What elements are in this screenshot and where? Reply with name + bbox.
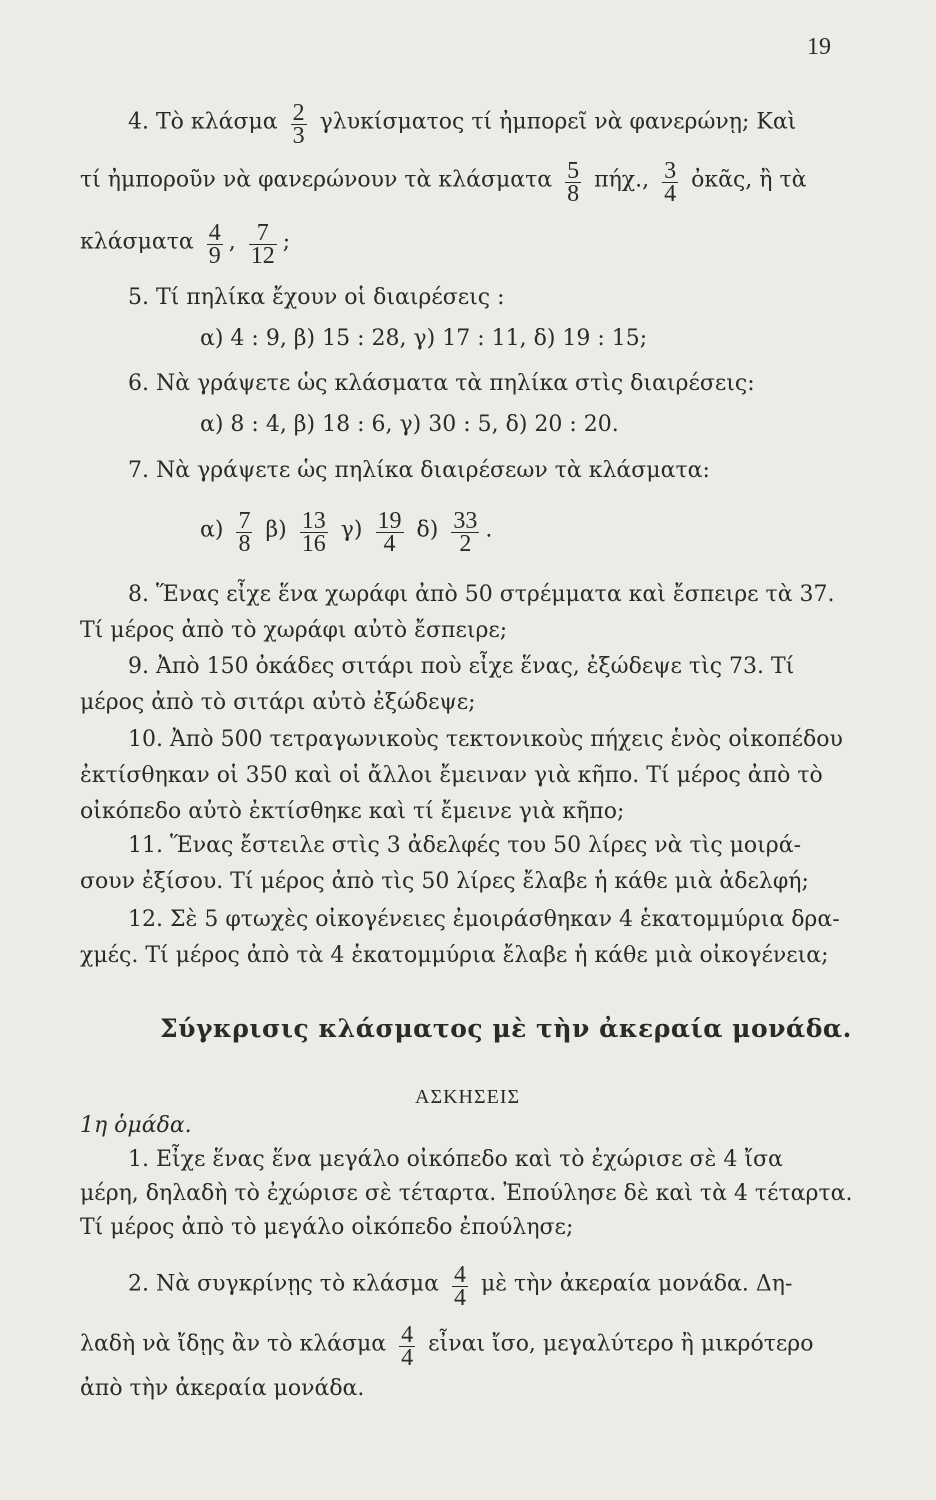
denominator: 4	[401, 1345, 414, 1371]
denominator: 8	[567, 181, 580, 207]
section-exercise-2-line-3: ἀπὸ τὴν ἀκεραία μονάδα.	[80, 1376, 365, 1401]
text: κλάσματα	[80, 229, 194, 255]
exercise-11-line-1: 11. Ἕνας ἔστειλε στὶς 3 ἀδελφές του 50 λίρες νὰ τὶς μοιρά-	[128, 833, 802, 858]
page-number: 19	[807, 34, 831, 60]
exercise-10-line-1: 10. Ἀπὸ 500 τετραγωνικοὺς τεκτονικοὺς πήχεις ἑνὸς οἰκοπέδου	[128, 727, 843, 752]
text: 4. Τὸ κλάσμα	[128, 109, 278, 135]
text: μὲ τὴν ἀκεραία μονάδα. Δη-	[480, 1271, 793, 1297]
section-exercise-2-line-1	[128, 1262, 793, 1311]
denominator: 4	[664, 181, 677, 207]
numerator: 4	[401, 1322, 414, 1348]
section-exercise-1-line-1: 1. Εἶχε ἕνας ἕνα μεγάλο οἰκόπεδο καὶ τὸ ἐχώρισε σὲ 4 ἴσα	[128, 1147, 783, 1172]
exercise-10-line-2: ἐκτίσθηκαν οἱ 350 καὶ οἱ ἄλλοι ἔμειναν γιὰ κῆπο. Τί μέρος ἀπὸ τὸ	[80, 763, 823, 788]
exercise-7-fractions: α) $\frac{7}{8}$ β) $\frac{13}{16}$ γ) $\frac{19}{4}$ δ) $\frac{33}{2}$ .	[200, 508, 493, 557]
numerator: 7	[249, 222, 277, 245]
denominator: 16	[301, 531, 326, 557]
text: πήχ.,	[594, 167, 650, 193]
fraction	[249, 222, 277, 267]
denominator: 8	[238, 531, 251, 557]
exercise-6-line-2: α) 8 : 4, β) 18 : 6, γ) 30 : 5, δ) 20 : 20.	[200, 412, 619, 437]
section-exercise-1-line-2: μέρη, δηλαδὴ τὸ ἐχώρισε σὲ τέταρτα. Ἐπούλησε δὲ καὶ τὰ 4 τέταρτα.	[80, 1181, 853, 1206]
exercise-11-line-2: σουν ἐξίσου. Τί μέρος ἀπὸ τὶς 50 λίρες ἔλαβε ἡ κάθε μιὰ ἀδελφή;	[80, 869, 809, 894]
label: γ)	[340, 517, 363, 543]
fraction	[565, 160, 581, 205]
exercise-10-line-3: οἰκόπεδο αὐτὸ ἐκτίσθηκε καὶ τί ἔμεινε γιὰ κῆπο;	[80, 799, 625, 824]
denominator: 9	[208, 243, 221, 269]
label: β)	[265, 517, 287, 543]
numerator: 7	[238, 508, 251, 534]
fraction	[300, 510, 328, 555]
exercise-5-line-1: 5. Τί πηλίκα ἔχουν οἱ διαιρέσεις :	[128, 285, 505, 310]
exercise-7-line-1: 7. Νὰ γράψετε ὡς πηλίκα διαιρέσεων τὰ κλάσματα:	[128, 458, 710, 483]
fraction	[451, 510, 479, 555]
numerator: 2	[292, 100, 305, 126]
text: ὀκᾶς, ἢ τὰ	[691, 167, 807, 193]
numerator: 33	[453, 508, 478, 534]
denominator: 3	[292, 123, 305, 149]
fraction	[662, 160, 678, 205]
fraction	[236, 510, 252, 555]
numerator: 4	[208, 220, 221, 246]
denominator: 4	[383, 531, 396, 557]
exercise-8-line-1: 8. Ἕνας εἶχε ἕνα χωράφι ἀπὸ 50 στρέμματα καὶ ἔσπειρε τὰ 37.	[128, 582, 835, 607]
text: 2. Νὰ συγκρίνῃς τὸ κλάσμα	[128, 1271, 439, 1297]
fraction	[291, 102, 307, 147]
exercise-12-line-2: χμές. Τί μέρος ἀπὸ τὰ 4 ἑκατομμύρια ἔλαβε ἡ κάθε μιὰ οἰκογένεια;	[80, 943, 829, 968]
section-exercise-1-line-3: Τί μέρος ἀπὸ τὸ μεγάλο οἰκόπεδο ἐπούλησε;	[80, 1215, 574, 1240]
label: δ)	[416, 517, 439, 543]
section-exercise-2-line-2	[80, 1322, 814, 1371]
numerator: 5	[567, 158, 580, 184]
numerator: 13	[301, 508, 326, 534]
section-heading: Σύγκρισις κλάσματος μὲ τὴν ἀκεραία μονάδα.	[160, 1014, 852, 1043]
text: εἶναι ἴσο, μεγαλύτερο ἢ μικρότερο	[428, 1331, 814, 1357]
numerator: 19	[377, 508, 402, 534]
exercise-4-line-1	[128, 100, 797, 149]
exercise-12-line-1: 12. Σὲ 5 φτωχὲς οἰκογένειες ἐμοιράσθηκαν 4 ἑκατομμύρια δρα-	[128, 907, 840, 932]
group-label: 1η ὁμάδα.	[80, 1113, 192, 1138]
text: τί ἠμποροῦν νὰ φανερώνουν τὰ κλάσματα	[80, 167, 553, 193]
exercise-4-line-3: κλάσματα $\frac{4}{9}$ , $\frac{7}{12}$ ;	[80, 220, 291, 269]
denominator: 2	[459, 531, 472, 557]
fraction	[376, 510, 404, 555]
label: α)	[200, 517, 224, 543]
denominator: 4	[453, 1285, 466, 1311]
text: λαδὴ νὰ ἴδῃς ἂν τὸ κλάσμα	[80, 1331, 387, 1357]
fraction	[452, 1264, 468, 1309]
text: γλυκίσματος τί ἠμπορεῖ νὰ φανερώνῃ; Καὶ	[319, 109, 797, 135]
exercise-5-line-2: α) 4 : 9, β) 15 : 28, γ) 17 : 11, δ) 19 : 15;	[200, 326, 648, 351]
exercise-9-line-2: μέρος ἀπὸ τὸ σιτάρι αὐτὸ ἐξώδεψε;	[80, 690, 476, 715]
exercise-4-line-2	[80, 158, 807, 207]
exercise-6-line-1: 6. Νὰ γράψετε ὡς κλάσματα τὰ πηλίκα στὶς διαιρέσεις:	[128, 371, 755, 396]
numerator: 3	[664, 158, 677, 184]
fraction	[207, 222, 223, 267]
exercise-9-line-1: 9. Ἀπὸ 150 ὀκάδες σιτάρι ποὺ εἶχε ἕνας, ἐξώδεψε τὶς 73. Τί	[128, 654, 795, 679]
denominator: 12	[250, 243, 275, 269]
fraction	[399, 1324, 415, 1369]
exercises-subheading: ΑΣΚΗΣΕΙΣ	[415, 1086, 521, 1108]
numerator: 4	[453, 1262, 466, 1288]
exercise-8-line-2: Τί μέρος ἀπὸ τὸ χωράφι αὐτὸ ἔσπειρε;	[80, 618, 508, 643]
